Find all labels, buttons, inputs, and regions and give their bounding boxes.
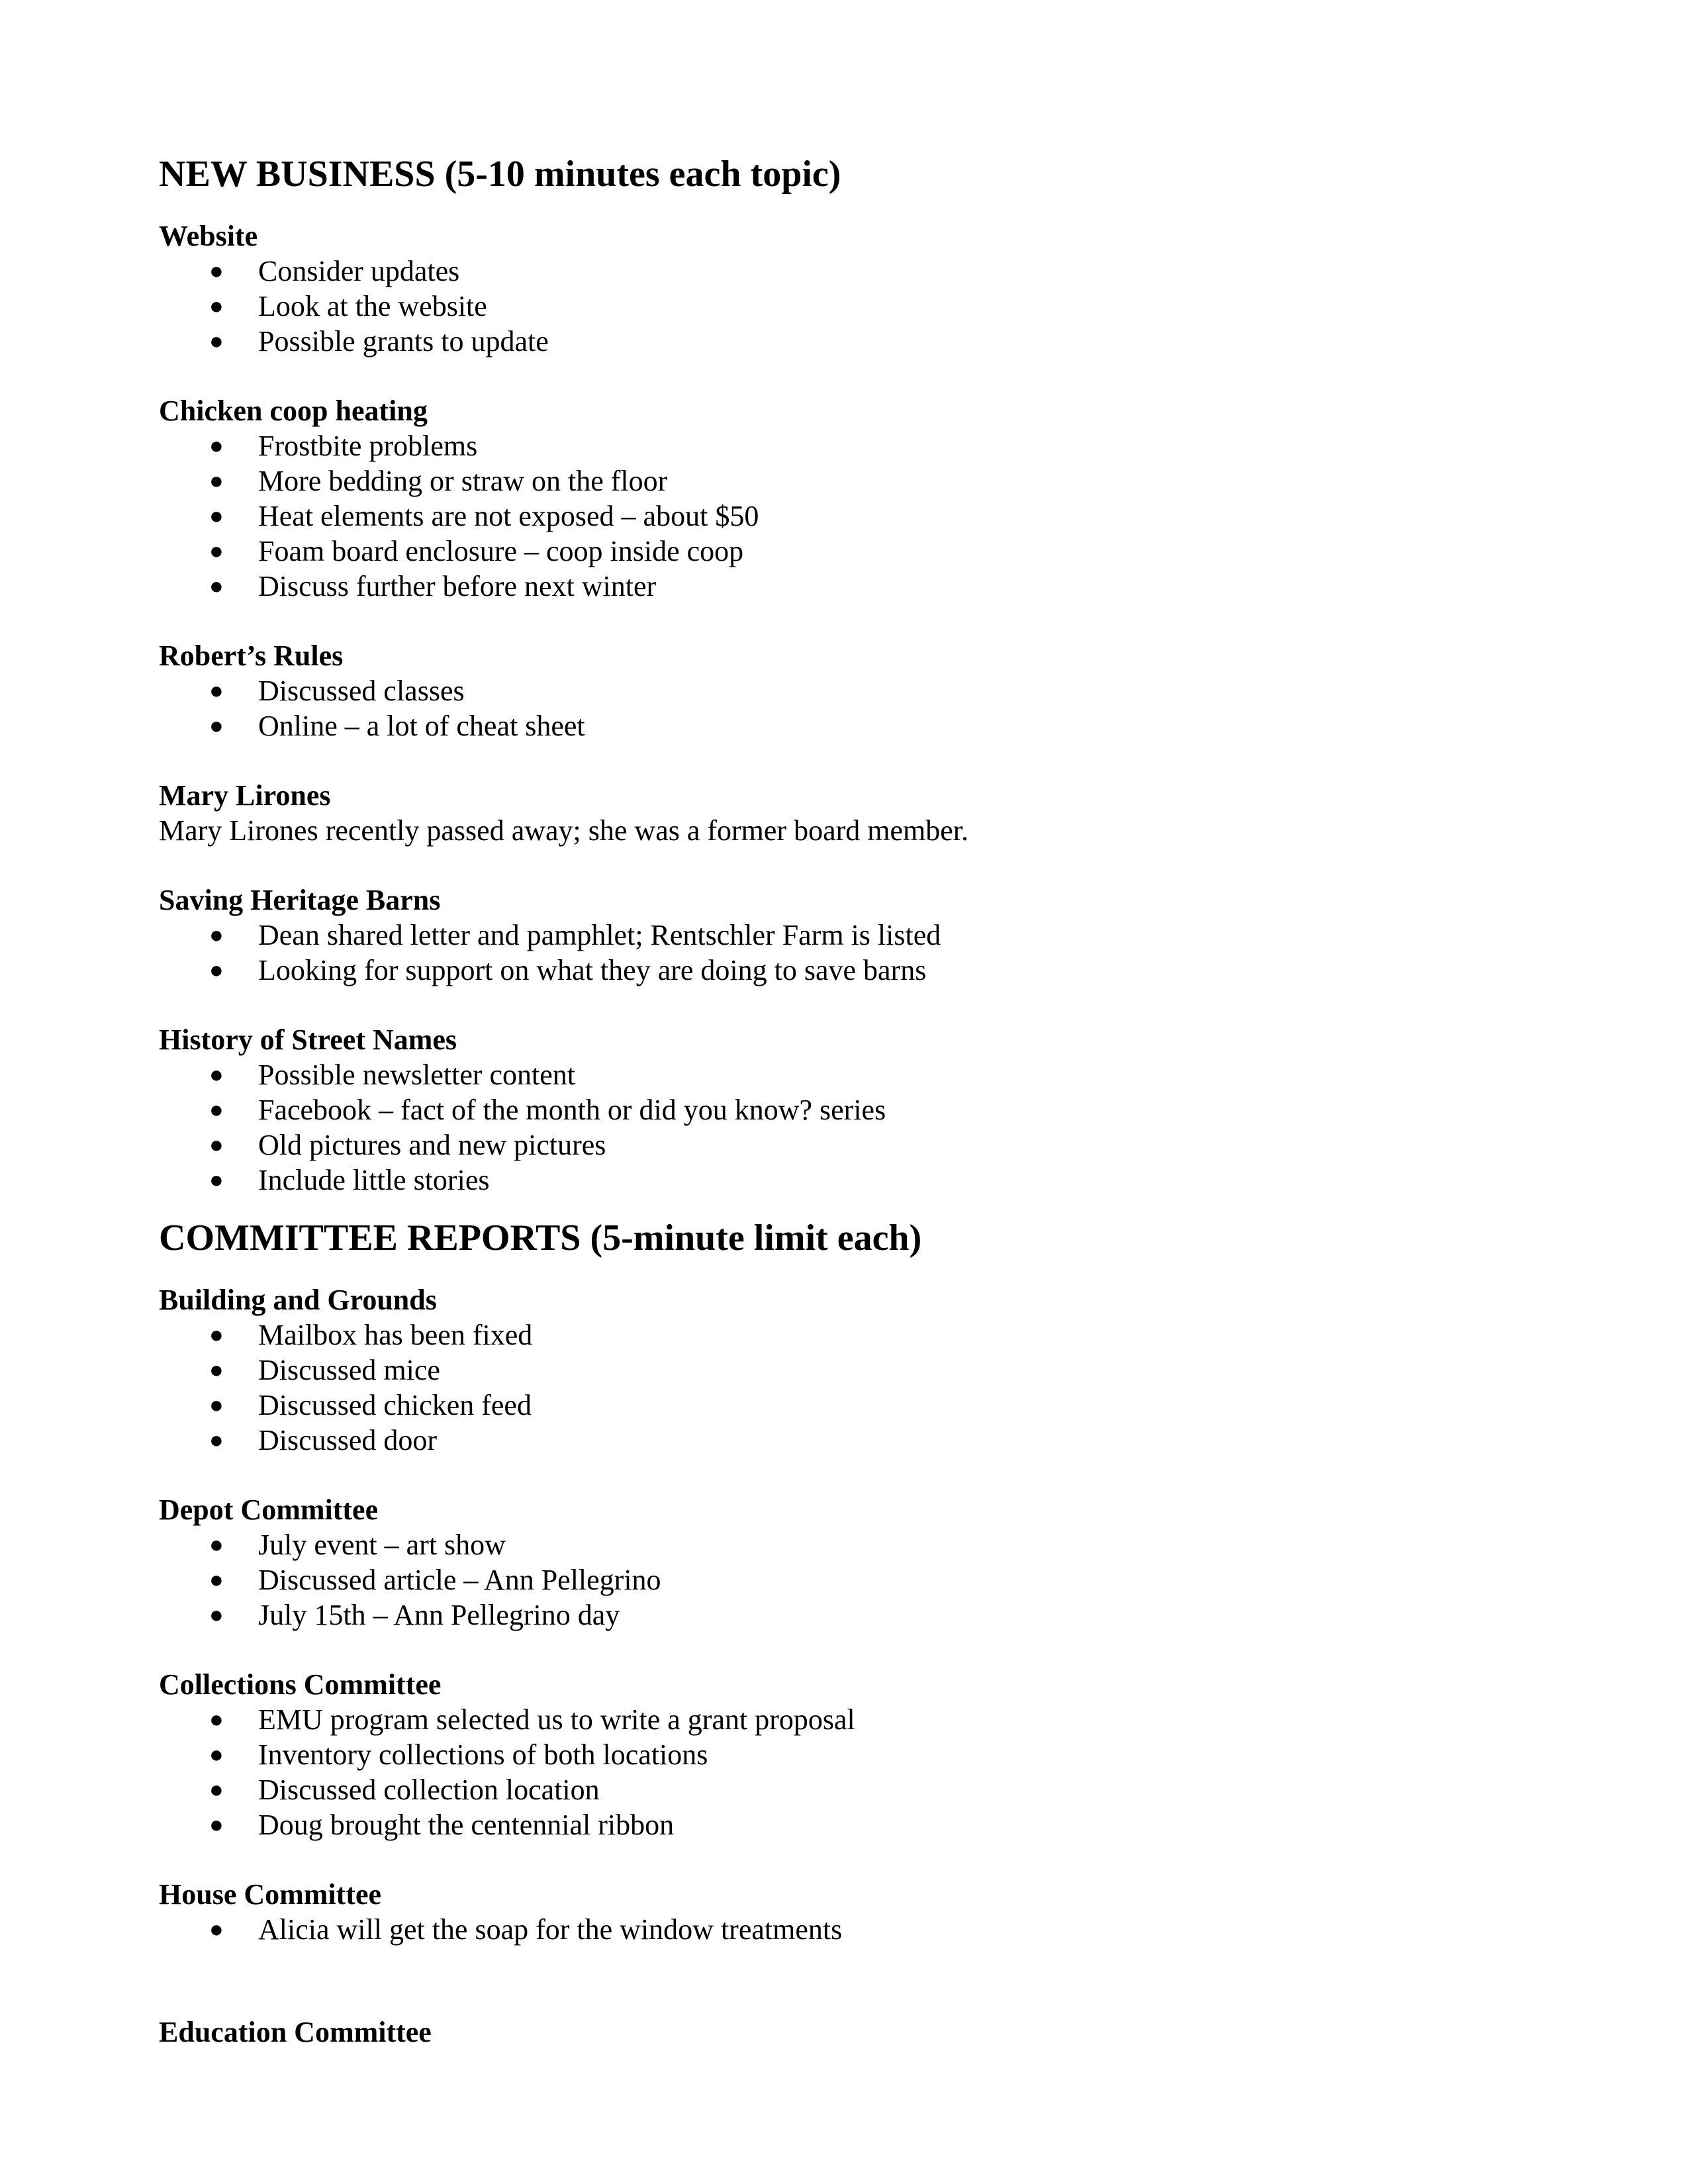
bullet-text: Old pictures and new pictures <box>258 1129 606 1161</box>
bullet-item <box>159 1317 1529 1353</box>
topic-title: Collections Committee <box>159 1668 442 1701</box>
topic-block <box>159 778 1529 848</box>
bullet-icon: ● <box>209 293 224 319</box>
bullet-item <box>159 1527 1529 1562</box>
topic-title: Building and Grounds <box>159 1284 437 1316</box>
bullet-text: Possible newsletter content <box>258 1059 576 1091</box>
bullet-icon: ● <box>209 1061 224 1088</box>
bullet-item <box>159 324 1529 359</box>
bullet-item <box>159 673 1529 708</box>
bullet-text: Heat elements are not exposed – about $50 <box>258 500 759 532</box>
bullet-icon: ● <box>209 1706 224 1733</box>
bullet-text: Inventory collections of both locations <box>258 1738 708 1771</box>
bullet-text: Include little stories <box>258 1164 490 1196</box>
bullet-item <box>159 1388 1529 1423</box>
bullet-text: Looking for support on what they are doing to save barns <box>258 954 927 986</box>
bullet-icon: ● <box>209 1356 224 1383</box>
bullet-item <box>159 534 1529 569</box>
spacer <box>159 1981 1529 2015</box>
bullet-item <box>159 1562 1529 1597</box>
bullet-item <box>159 953 1529 988</box>
topic-title: Education Committee <box>159 2016 432 2048</box>
bullet-item <box>159 1912 1529 1947</box>
bullet-list <box>159 428 1529 604</box>
bullet-item <box>159 1807 1529 1842</box>
bullet-list <box>159 673 1529 743</box>
bullet-icon: ● <box>209 573 224 599</box>
bullet-icon: ● <box>209 1427 224 1453</box>
bullet-icon: ● <box>209 957 224 983</box>
bullet-text: Doug brought the centennial ribbon <box>258 1809 675 1841</box>
bullet-item <box>159 708 1529 743</box>
bullet-icon: ● <box>209 1392 224 1418</box>
topic-text: Mary Lirones recently passed away; she was a former board member. <box>159 814 968 847</box>
bullet-item <box>159 254 1529 289</box>
bullet-list <box>159 1912 1529 1947</box>
bullet-list <box>159 918 1529 988</box>
topic-title: History of Street Names <box>159 1023 457 1056</box>
bullet-item <box>159 1092 1529 1127</box>
bullet-icon: ● <box>209 502 224 529</box>
bullet-icon: ● <box>209 1131 224 1158</box>
bullet-text: Discussed mice <box>258 1354 440 1386</box>
bullet-text: Discuss further before next winter <box>258 570 657 602</box>
topic-title: Chicken coop heating <box>159 395 428 427</box>
bullet-list <box>159 1527 1529 1633</box>
document-content <box>159 147 1529 2084</box>
bullet-item <box>159 1057 1529 1092</box>
bullet-item <box>159 428 1529 463</box>
section-heading: NEW BUSINESS (5-10 minutes each topic) <box>159 154 841 195</box>
bullet-text: More bedding or straw on the floor <box>258 465 668 497</box>
bullet-text: Look at the website <box>258 290 487 322</box>
bullet-icon: ● <box>209 328 224 354</box>
bullet-list <box>159 1057 1529 1198</box>
bullet-text: Discussed chicken feed <box>258 1389 532 1421</box>
bullet-icon: ● <box>209 922 224 948</box>
bullet-item <box>159 1163 1529 1198</box>
bullet-text: Discussed door <box>258 1424 438 1456</box>
bullet-text: Mailbox has been fixed <box>258 1319 533 1351</box>
topic-title: Website <box>159 220 258 252</box>
topic-title: Saving Heritage Barns <box>159 884 441 916</box>
bullet-item <box>159 1737 1529 1772</box>
bullet-text: Facebook – fact of the month or did you know? series <box>258 1094 886 1126</box>
bullet-icon: ● <box>209 1776 224 1803</box>
bullet-text: Frostbite problems <box>258 430 478 462</box>
bullet-icon: ● <box>209 1811 224 1838</box>
topic-block <box>159 218 1529 359</box>
topic-title: House Committee <box>159 1878 382 1911</box>
bullet-icon: ● <box>209 1531 224 1558</box>
bullet-icon: ● <box>209 467 224 494</box>
topic-block <box>159 1877 1529 1947</box>
bullet-text: July 15th – Ann Pellegrino day <box>258 1599 620 1631</box>
bullet-text: Consider updates <box>258 255 460 287</box>
topic-title: Mary Lirones <box>159 779 331 812</box>
topic-block <box>159 1282 1529 1458</box>
bullet-item <box>159 1772 1529 1807</box>
topic-block <box>159 1492 1529 1633</box>
bullet-item <box>159 1127 1529 1163</box>
topic-block <box>159 393 1529 604</box>
bullet-item <box>159 1702 1529 1737</box>
bullet-icon: ● <box>209 538 224 564</box>
topic-block <box>159 882 1529 988</box>
bullet-text: EMU program selected us to write a grant proposal <box>258 1703 855 1736</box>
bullet-text: July event – art show <box>258 1529 506 1561</box>
bullet-icon: ● <box>209 1321 224 1348</box>
bullet-item <box>159 1353 1529 1388</box>
bullet-list <box>159 254 1529 359</box>
topic-block <box>159 1022 1529 1198</box>
topic-block <box>159 2015 1529 2050</box>
bullet-item <box>159 918 1529 953</box>
section-heading: COMMITTEE REPORTS (5-minute limit each) <box>159 1217 922 1258</box>
bullet-list <box>159 1702 1529 1842</box>
bullet-item <box>159 1597 1529 1633</box>
bullet-icon: ● <box>209 1096 224 1123</box>
bullet-text: Online – a lot of cheat sheet <box>258 710 585 742</box>
bullet-icon: ● <box>209 1601 224 1628</box>
topic-title: Depot Committee <box>159 1494 379 1526</box>
bullet-icon: ● <box>209 432 224 459</box>
bullet-item <box>159 463 1529 499</box>
bullet-text: Alicia will get the soap for the window treatments <box>258 1913 843 1946</box>
bullet-icon: ● <box>209 1166 224 1193</box>
bullet-icon: ● <box>209 677 224 704</box>
bullet-item <box>159 499 1529 534</box>
topic-title: Robert’s Rules <box>159 640 344 672</box>
bullet-item <box>159 569 1529 604</box>
bullet-icon: ● <box>209 1741 224 1768</box>
bullet-icon: ● <box>209 1566 224 1593</box>
bullet-item <box>159 289 1529 324</box>
bullet-icon: ● <box>209 258 224 284</box>
bullet-text: Discussed article – Ann Pellegrino <box>258 1564 661 1596</box>
bullet-text: Foam board enclosure – coop inside coop <box>258 535 744 567</box>
bullet-text: Dean shared letter and pamphlet; Rentschler Farm is listed <box>258 919 941 951</box>
topic-block <box>159 1667 1529 1842</box>
bullet-text: Discussed collection location <box>258 1774 600 1806</box>
bullet-list <box>159 1317 1529 1458</box>
topic-block <box>159 638 1529 743</box>
bullet-icon: ● <box>209 712 224 739</box>
bullet-item <box>159 1423 1529 1458</box>
bullet-icon: ● <box>209 1916 224 1942</box>
bullet-text: Possible grants to update <box>258 325 549 357</box>
bullet-text: Discussed classes <box>258 675 465 707</box>
